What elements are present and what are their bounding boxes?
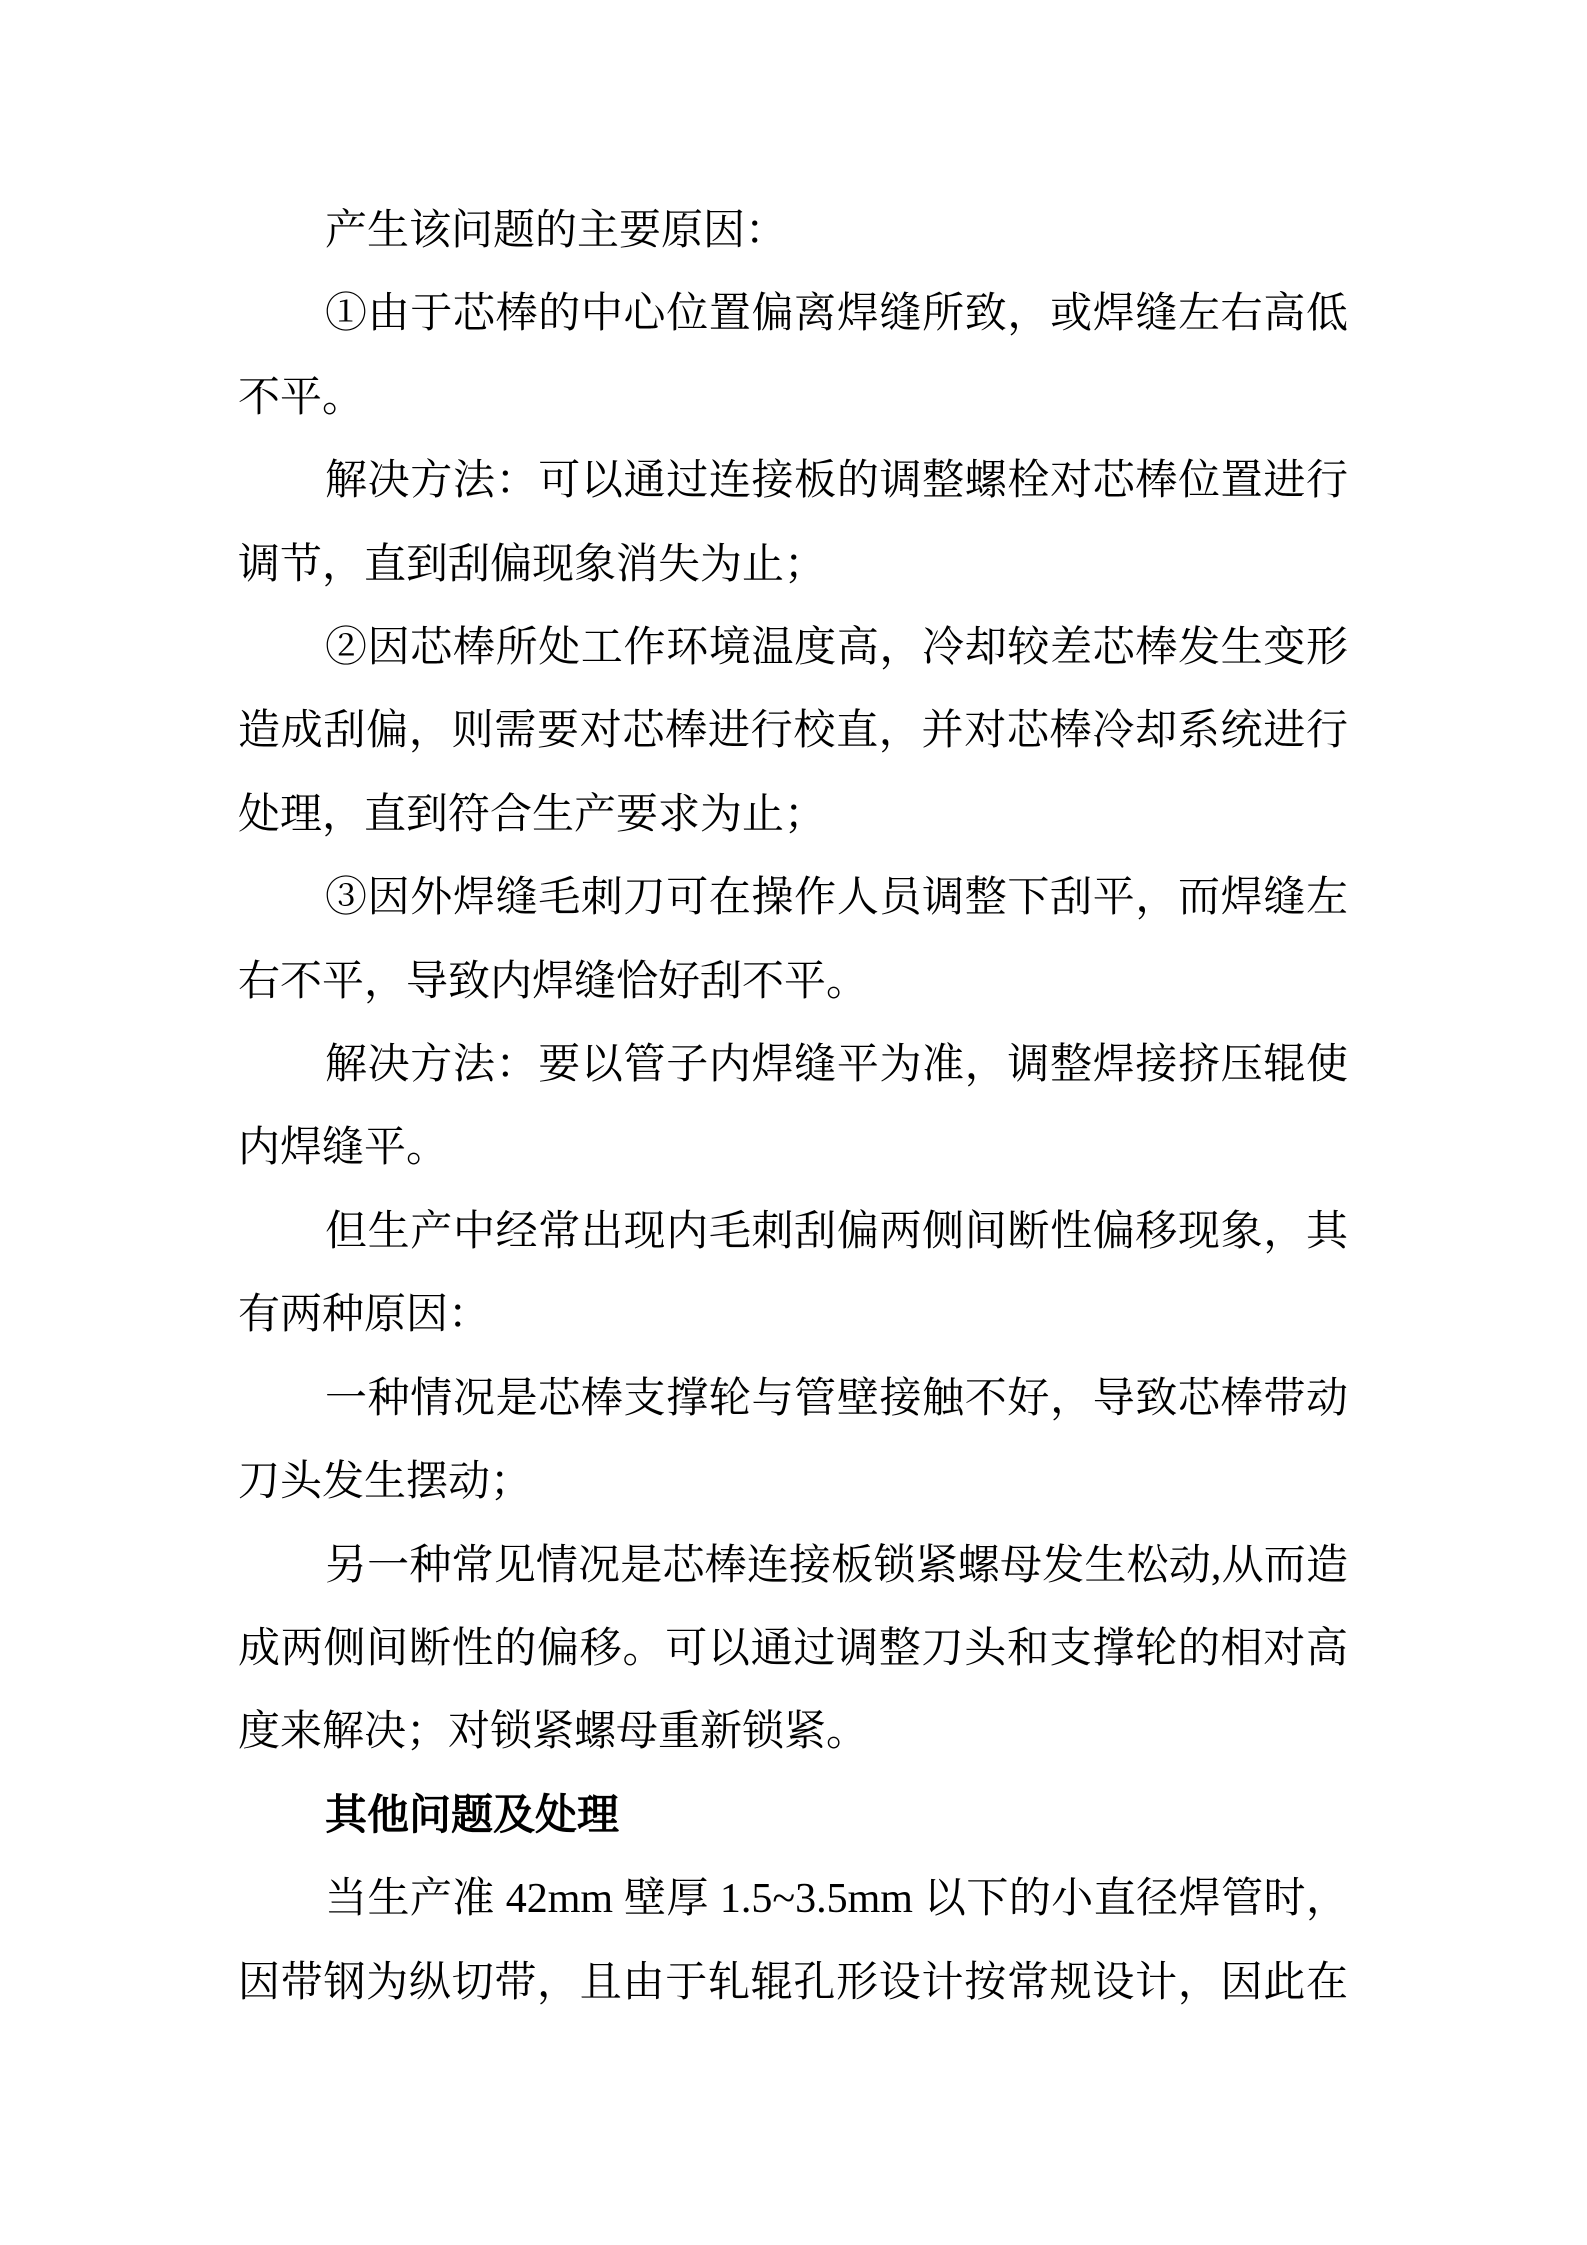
paragraph-1: 产生该问题的主要原因： [325, 208, 788, 254]
paragraph-3: 解决方法：可以通过连接板的调整螺栓对芯棒位置进行调节，直到刮偏现象消失为止； [238, 458, 1348, 588]
paragraph-11: 当生产准 42mm 壁厚 1.5~3.5mm 以下的小直径焊管时，因带钢为纵切带，且由于轧辊孔形设计按常规设计，因此在 [238, 1876, 1348, 2006]
paragraph-7: 但生产中经常出现内毛刺刮偏两侧间断性偏移现象，其有两种原因： [238, 1208, 1348, 1339]
paragraph-6: 解决方法：要以管子内焊缝平为准，调整焊接挤压辊使内焊缝平。 [238, 1042, 1348, 1172]
paragraph-2: ①由于芯棒的中心位置偏离焊缝所致，或焊缝左右高低不平。 [238, 291, 1348, 421]
paragraph-9: 另一种常见情况是芯棒连接板锁紧螺母发生松动,从而造成两侧间断性的偏移。可以通过调整刀头和支撑轮的相对高度来解决；对锁紧螺母重新锁紧。 [238, 1542, 1348, 1756]
paragraph-4: ②因芯棒所处工作环境温度高，冷却较差芯棒发生变形造成刮偏，则需要对芯棒进行校直，并对芯棒冷却系统进行处理，直到符合生产要求为止； [238, 625, 1348, 838]
document-text-block [238, 190, 1348, 2025]
paragraph-5: ③因外焊缝毛刺刀可在操作人员调整下刮平，而焊缝左右不平，导致内焊缝恰好刮不平。 [238, 875, 1348, 1005]
paragraph-8: 一种情况是芯棒支撑轮与管壁接触不好，导致芯棒带动刀头发生摆动； [238, 1375, 1348, 1506]
section-heading: 其他问题及处理 [325, 1792, 620, 1839]
